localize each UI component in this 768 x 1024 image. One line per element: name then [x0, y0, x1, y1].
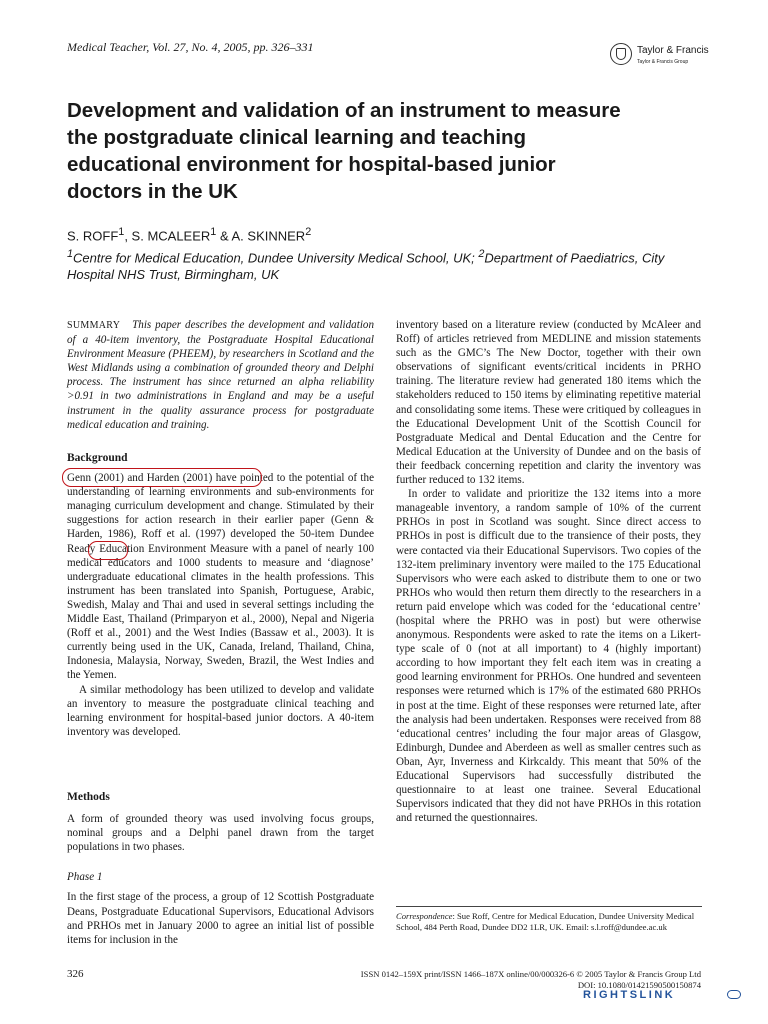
doi-line: DOI: 10.1080/01421590500150874: [577, 980, 701, 990]
section-heading: Methods: [67, 791, 110, 803]
issn-line: ISSN 0142–159X print/ISSN 1466–187X online/00/000326-6 © 2005 Taylor & Francis Group Ltd: [360, 969, 701, 979]
handwritten-circle-annotation: [62, 468, 262, 487]
summary: [67, 318, 374, 432]
paragraph: Genn (2001) and Harden (2001) have pointed to the potential of the understanding of learning environments and sub-environments for managing curriculum development and change. Stimulated by their suggestions for action research in their earlier paper (Genn & Harden, 1986), Roff et al. (1997) developed the 50-item Dundee Ready Education Environment Measure with a panel of nearly 100 medical educators and 1000 students to measure and ‘diagnose’ undergraduate educational climates in the health professions. This instrument has been translated into Spanish, Portuguese, Arabic, Swedish, Malay and Thai and used in several settings including the Middle East, Thailand (Primparyon et al., 2000), Nepal and Nigeria (Roff et al., 2001) and the West Indies (Bassaw et al., 2003). It is currently being used in the UK, Canada, Ireland, Thailand, China, Indonesia, Malaysia, Norway, Sweden, Brazil, the West Indies and the Yemen.: [67, 472, 374, 682]
author-affiliations: [67, 246, 707, 283]
publisher-logo: [610, 42, 730, 72]
author-affiliation-mark: 1: [210, 226, 217, 238]
affiliation-mark: 2: [478, 248, 485, 260]
author-name: S. MCALEER: [131, 228, 211, 244]
author-name: S. ROFF: [67, 228, 119, 244]
affiliation-mark: 1: [67, 248, 74, 260]
publisher-logo-icon: [610, 43, 632, 65]
author-affiliation-mark: 1: [118, 226, 125, 238]
handwritten-circle-annotation: [88, 541, 128, 560]
paragraph: A similar methodology has been utilized to develop and validate an inventory to measure the postgraduate clinical teaching and learning environment for hospital-based junior doctors. A 40-item inventory was developed.: [67, 683, 374, 738]
author-list: [67, 226, 311, 243]
summary-label: SUMMARY: [67, 320, 121, 331]
affiliation-text: Centre for Medical Education, Dundee University Medical School, UK;: [73, 250, 479, 266]
author-separator: &: [216, 228, 232, 244]
correspondence-label: Correspondence: [396, 911, 453, 921]
correspondence-note: [396, 911, 702, 933]
correspondence-text: : Sue Roff, Centre for Medical Education, Dundee University Medical School, 484 Perth Road, Dundee DD2 1LR, UK. Email: s.l.roff@dundee.ac.uk: [396, 911, 695, 932]
footnote-rule: [396, 906, 702, 907]
paragraph: A form of grounded theory was used involving focus groups, nominal groups and a Delphi panel drawn from the target populations in two phases.: [67, 813, 374, 854]
affiliation-text: Department of Paediatrics, City Hospital NHS Trust, Birmingham, UK: [67, 250, 665, 283]
page-number: 326: [67, 968, 84, 980]
issn-info: [300, 969, 701, 991]
publisher-group: Taylor & Francis Group: [637, 59, 689, 65]
summary-text: This paper describes the development and validation of a 40-item inventory, the Postgraduate Hospital Educational Environment Measure (PHEEM), by researchers in Scotland and the West Midlands using a combination of grounded theory and Delphi process. The instrument has since returned an alpha reliability >0.91 in two administrations in England and may be a useful instrument in the quality assurance process for postgraduate medical education and training.: [67, 319, 374, 431]
journal-citation: Medical Teacher, Vol. 27, No. 4, 2005, pp. 326–331: [67, 40, 314, 54]
article-title: Development and validation of an instrument to measure the postgraduate clinical learning and teaching educational environment for hospital-based junior doctors in the UK: [67, 99, 621, 203]
right-column: [396, 318, 701, 825]
publisher-name: Taylor & Francis: [637, 45, 709, 56]
link-icon: [727, 990, 741, 999]
section-heading: Background: [67, 452, 128, 464]
subsection-heading: Phase 1: [67, 871, 103, 884]
author-name: A. SKINNER: [231, 228, 306, 244]
paragraph: inventory based on a literature review (conducted by McAleer and Roff) of articles retrieved from MEDLINE and mission statements such as the GMC’s The New Doctor, together with their own observations of significant events/critical incidents in PRHO training. The literature review had generated 180 items which the stakeholders reduced to 150 items by eliminating repetitive material and consolidating some items. These were critiqued by colleagues in the Educational Development Unit of the Scottish Council for Postgraduate Medical and Dental Education and the Centre for Medical Education at the University of Dundee and on the basis of their feedback concerning repetition and clarity the inventory was further reduced to 132 items.: [396, 319, 701, 487]
methods-section: [67, 790, 374, 947]
author-affiliation-mark: 2: [305, 226, 312, 238]
paragraph: In order to validate and prioritize the 132 items into a more manageable inventory, a random sample of 10% of the current PRHOs in post in Scotland was sought. Since direct access to PRHOs in post is difficult due to the transience of their posts, they were contacted via their Educational Supervisors. Two copies of the 132-item preliminary inventory were mailed to the 175 Educational Supervisors who were each asked to distribute them to one or two PRHOs who would then return them directly to the researchers in a return paid envelope which was coded for the ‘educational centre’ (hospital where the PRHO was in post) but were otherwise anonymous. Respondents were asked to rate the items on a Likert-type scale of 0 (not at all important) to 4 (highly important) according to how important they felt each item was in creating a good learning environment for PRHOs. One hundred and seventeen responses were returned which is 17% of the estimated 680 PRHOs in post at the time. Eight of these responses were returned late, after the analysis had been undertaken. Responses were received from 88 ‘educational centres’ including the four major areas of Glasgow, Edinburgh, Dundee and Aberdeen as well as smaller centres such as Oban, Ayr, Inverness and Kirkcaldy. This meant that 50% of the Educational Supervisors had successfully distributed the questionnaire to at least one trainee. Several Educational Supervisors indicated that they did not have PRHOs in this rotation and returned the questionnaires.: [396, 488, 701, 825]
rightslink-label: RIGHTSLINK: [583, 989, 676, 1001]
rightslink-badge[interactable]: [583, 989, 763, 1009]
author-separator: ,: [124, 228, 132, 244]
paragraph: In the first stage of the process, a group of 12 Scottish Postgraduate Deans, Postgraduate Educational Supervisors, Educational Advisors and PRHOs met in January 2000 to agree an initial list of possible items for inclusion in the: [67, 891, 374, 946]
background-section: [67, 451, 374, 739]
